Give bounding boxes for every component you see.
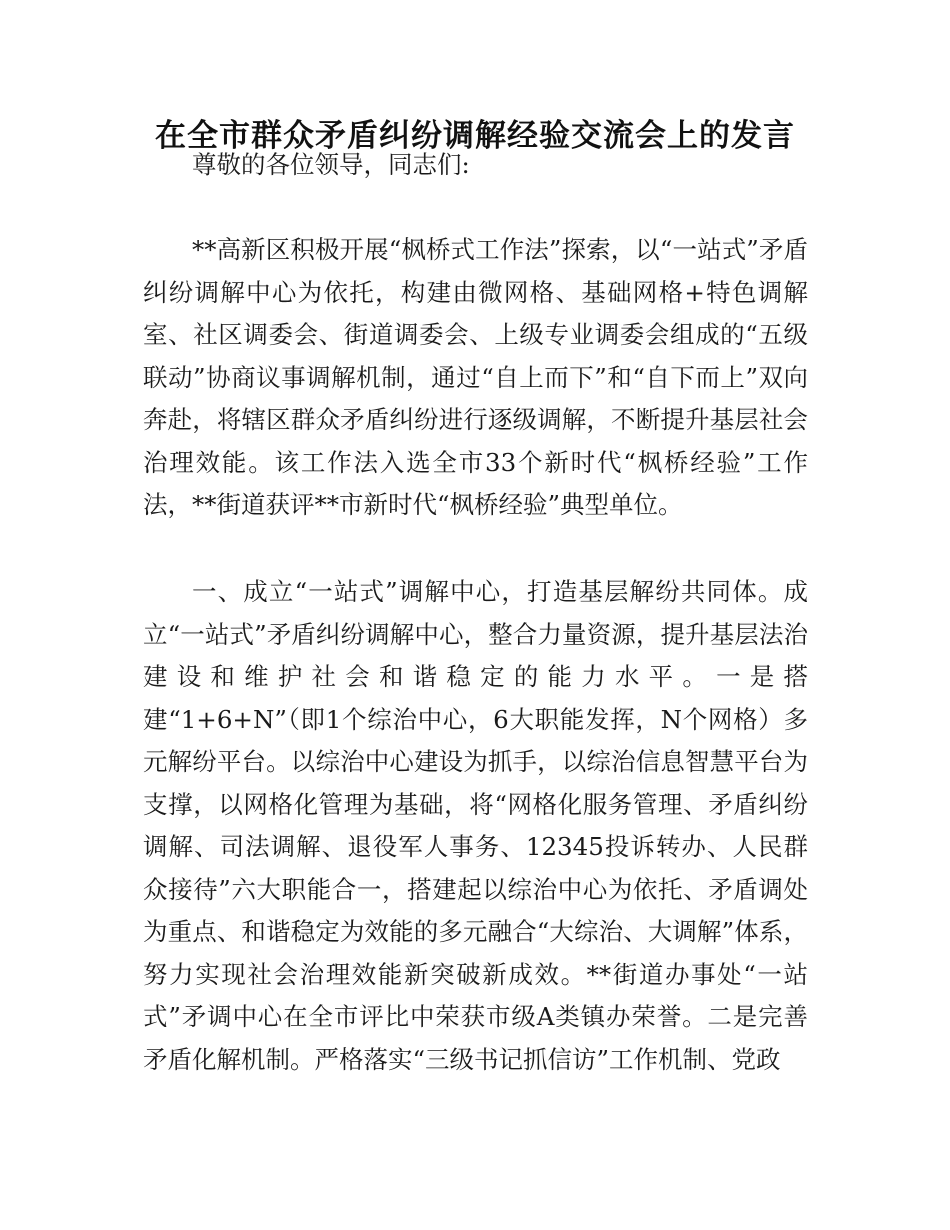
greeting	[143, 144, 808, 187]
paragraph-intro	[143, 229, 808, 527]
document-title: 在全市群众矛盾纠纷调解经验交流会上的发言	[155, 118, 795, 154]
paragraph-section-one-text: 一、成立“一站式”调解中心，打造基层解纷共同体。成立“一站式”矛盾纠纷调解中心，整合力量资源，提升基层法治建设和维护社会和谐稳定的能力水平。一是搭建“1+6+N”（即1个综治中心，6大职能发挥，N个网格）多元解纷平台。以综治中心建设为抓手，以综治信息智慧平台为支撑，以网格化管理为基础，将“网格化服务管理、矛盾纠纷调解、司法调解、退役军人事务、12345投诉转办、人民群众接待”六大职能合一，搭建起以综治中心为依托、矛盾调处为重点、和谐稳定为效能的多元融合“大综治、大调解”体系，努力实现社会治理效能新突破新成效。**街道办事处“一站式”矛调中心在全市评比中荣获市级A类镇办荣誉。二是完善矛盾化解机制。严格落实“三级书记抓信访”工作机制、党政	[143, 577, 808, 1074]
greeting-text: 尊敬的各位领导，同志们:	[192, 150, 470, 179]
paragraph-section-one	[143, 571, 808, 1081]
paragraph-intro-text: **高新区积极开展“枫桥式工作法”探索，以“一站式”矛盾纠纷调解中心为依托，构建由微网格、基础网格+特色调解室、社区调委会、街道调委会、上级专业调委会组成的“五级联动”协商议事调解机制，通过“自上而下”和“自下而上”双向奔赴，将辖区群众矛盾纠纷进行逐级调解，不断提升基层社会治理效能。该工作法入选全市33个新时代“枫桥经验”工作法，**街道获评**市新时代“枫桥经验”典型单位。	[143, 235, 808, 519]
